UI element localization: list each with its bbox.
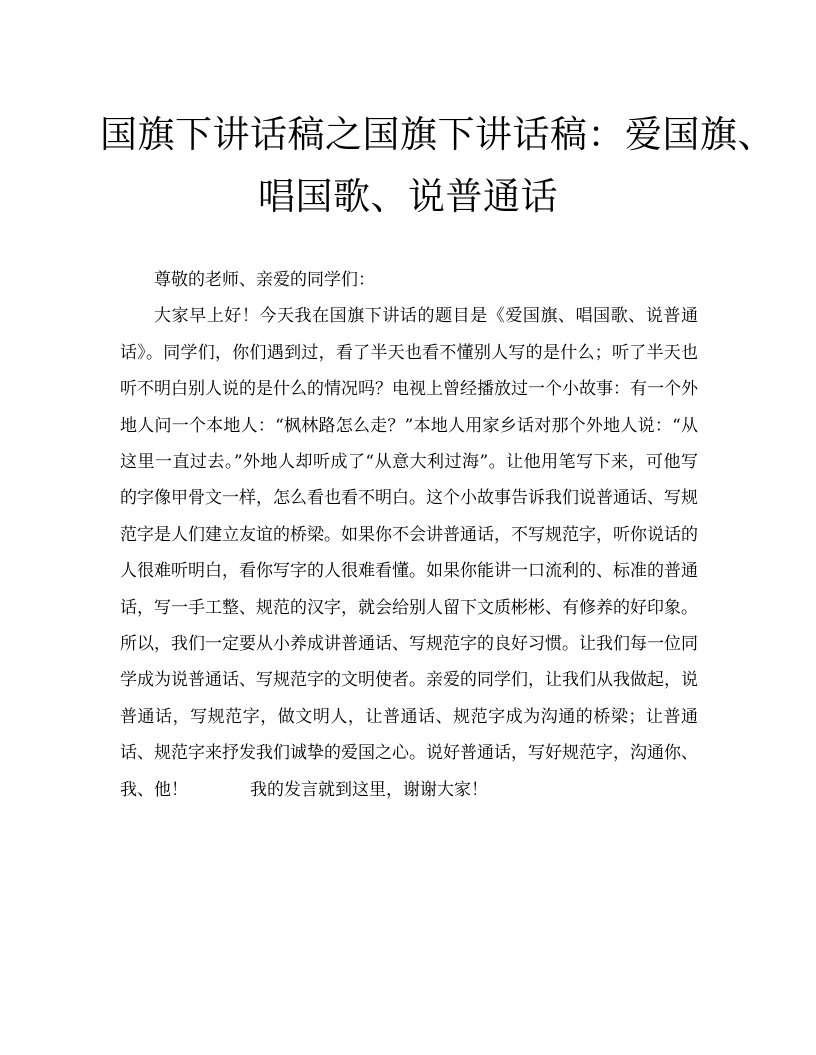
title-line-1: 国旗下讲话稿之国旗下讲话稿：爱国旗、	[100, 113, 775, 156]
speech-body	[120, 262, 698, 808]
closing-text: 我的发言就到这里，谢谢大家！	[250, 779, 488, 800]
title-line-2: 唱国歌、说普通话	[258, 175, 558, 218]
main-text: 大家早上好！今天我在国旗下讲话的题目是《爱国旗、唱国歌、说普通话》。同学们，你们遇到过，看了半天也看不懂别人写的是什么；听了半天也听不明白别人说的是什么的情况吗？电视上曾经播放过一个小故事：有一个外地人问一个本地人：“枫林路怎么走？”本地人用家乡话对那个外地人说：“从这里一直过去。”外地人却听成了“从意大利过海”。让他用笔写下来，可他写的字像甲骨文一样，怎么看也看不明白。这个小故事告诉我们说普通话、写规范字是人们建立友谊的桥梁。如果你不会讲普通话，不写规范字，听你说话的人很难听明白，看你写字的人很难看懂。如果你能讲一口流利的、标准的普通话，写一手工整、规范的汉字，就会给别人留下文质彬彬、有修养的好印象。所以，我们一定要从小养成讲普通话、写规范字的良好习惯。让我们每一位同学成为说普通话、写规范字的文明使者。亲爱的同学们，让我们从我做起，说普通话，写规范字，做文明人，让普通话、规范字成为沟通的桥梁；让普通话、规范字来抒发我们诚挚的爱国之心。说好普通话，写好规范字，沟通你、我、他！	[120, 306, 698, 800]
salutation: 尊敬的老师、亲爱的同学们：	[154, 270, 375, 290]
main-paragraph	[120, 298, 698, 808]
page-title	[100, 104, 775, 228]
